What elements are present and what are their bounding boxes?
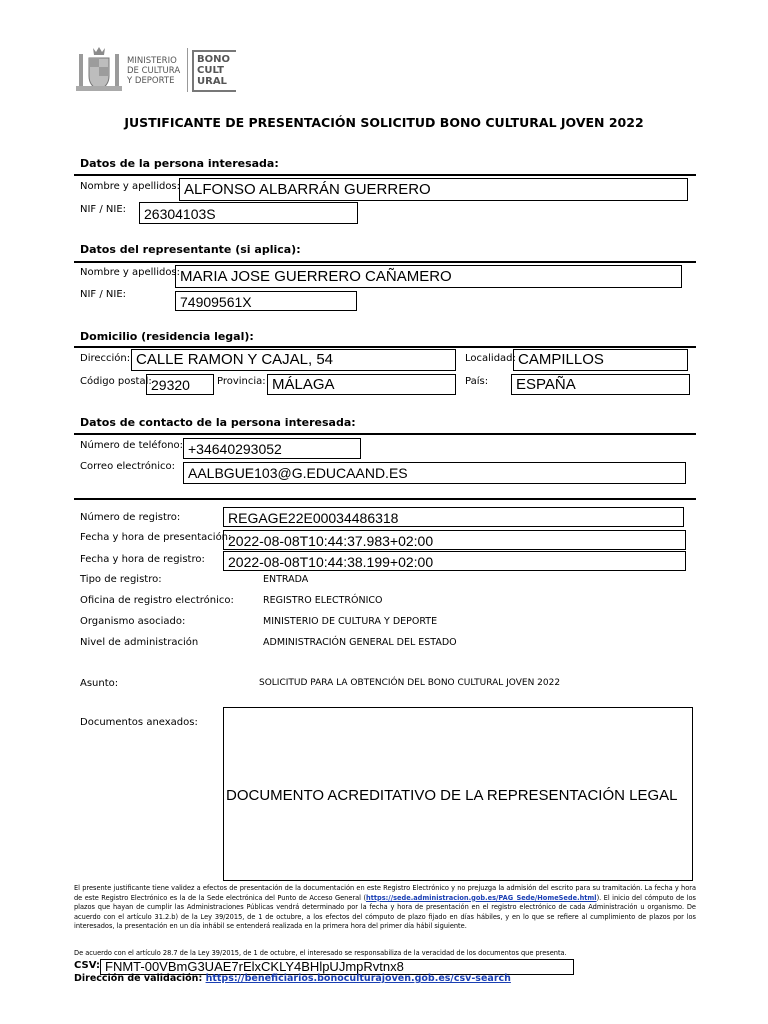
correo-label: Correo electrónico:	[80, 461, 175, 472]
pais-field: ESPAÑA	[511, 374, 690, 395]
representante-name-field: MARIA JOSE GUERRERO CAÑAMERO	[175, 265, 682, 288]
asunto-value: SOLICITUD PARA LA OBTENCIÓN DEL BONO CULTURAL JOVEN 2022	[259, 678, 561, 688]
interesada-nif-field: 26304103S	[139, 202, 358, 224]
ministry-name-line3: Y DEPORTE	[127, 76, 175, 86]
section-heading-domicilio: Domicilio (residencia legal):	[80, 330, 254, 343]
ministry-name-line1: MINISTERIO	[127, 56, 177, 66]
documentos-label: Documentos anexados:	[80, 717, 198, 728]
pais-label: País:	[465, 376, 489, 387]
nif-label: NIF / NIE:	[80, 204, 127, 215]
section-heading-contacto: Datos de contacto de la persona interesada:	[80, 416, 356, 429]
section-divider	[74, 498, 696, 500]
section-divider	[74, 174, 696, 176]
logo-text-line3: URAL	[197, 76, 227, 87]
documentos-box	[223, 707, 693, 881]
csv-field: FNMT-00VBmG3UAE7rElxCKLY4BHlpUJmpRvtnx8	[100, 959, 574, 975]
nivel-value: ADMINISTRACIÓN GENERAL DEL ESTADO	[263, 637, 457, 648]
legal-responsibility-note: De acuerdo con el artículo 28.7 de la Ley 39/2015, de 1 de octubre, el interesado se responsabiliza de la veracidad de los documentos que presenta.	[74, 949, 567, 957]
oficina-label: Oficina de registro electrónico:	[80, 595, 234, 606]
fecha-presentacion-label: Fecha y hora de presentación:	[80, 532, 232, 543]
tipo-registro-value: ENTRADA	[263, 574, 309, 585]
cp-label: Código postal:	[80, 376, 152, 387]
sede-link[interactable]: https://sede.administracion.gob.es/PAG_Sede/HomeSede.html	[366, 893, 597, 902]
oficina-value: REGISTRO ELECTRÓNICO	[263, 595, 383, 606]
ministry-name-line2: DE CULTURA	[127, 66, 181, 76]
correo-field: AALBGUE103@G.EDUCAAND.ES	[183, 462, 686, 484]
logo-text-line2: CULT	[197, 65, 224, 76]
interesada-name-field: ALFONSO ALBARRÁN GUERRERO	[179, 178, 688, 201]
representante-nif-field: 74909561X	[175, 291, 357, 311]
csv-label: CSV:	[74, 960, 101, 971]
organismo-label: Organismo asociado:	[80, 616, 186, 627]
nivel-label: Nivel de administración	[80, 637, 199, 648]
section-divider	[74, 261, 696, 263]
section-divider	[74, 433, 696, 435]
section-heading-interesada: Datos de la persona interesada:	[80, 157, 279, 170]
cp-field: 29320	[146, 374, 214, 395]
localidad-field: CAMPILLOS	[513, 349, 688, 371]
logo-text-line1: BONO	[197, 54, 230, 65]
section-heading-representante: Datos del representante (si aplica):	[80, 243, 301, 256]
telefono-field: +34640293052	[183, 438, 361, 459]
telefono-label: Número de teléfono:	[80, 440, 184, 451]
provincia-label: Provincia:	[217, 376, 266, 387]
organismo-value: MINISTERIO DE CULTURA Y DEPORTE	[263, 616, 438, 627]
legal-text-part1: El presente justificante tiene validez a efectos de presentación de la documentación en este Registro Electrónico y no prejuzga la admisión del escrito para su tramitación. La fecha y hora de este Registro Electrónico es la de la Sede electrónica del Punto de Acceso General (	[74, 884, 696, 902]
fecha-registro-label: Fecha y hora de registro:	[80, 554, 205, 565]
bono-cultural-logo	[192, 50, 236, 92]
validacion-label: Dirección de validación:	[74, 973, 203, 984]
localidad-label: Localidad:	[465, 353, 516, 364]
direccion-field: CALLE RAMON Y CAJAL, 54	[131, 349, 456, 371]
section-divider	[74, 346, 696, 348]
fecha-presentacion-field: 2022-08-08T10:44:37.983+02:00	[223, 530, 686, 550]
name-label: Nombre y apellidos:	[80, 267, 181, 278]
fecha-registro-field: 2022-08-08T10:44:38.199+02:00	[223, 551, 686, 571]
tipo-registro-label: Tipo de registro:	[80, 574, 162, 585]
legal-text-part2: ). El inicio del cómputo de los plazos que hayan de cumplir las Administraciones Públicas vendrá determinado por la fecha y hora de presentación en el registro electrónico de cada Administración u organismo. De acuerdo con el artículo 31.2.b) de la Ley 39/2015, de 1 de octubre, a los efectos del cómputo de plazo fijado en días hábiles, y en lo que se refiere al cumplimiento de plazos por los interesados, la presentación en un día inhábil se entenderá realizada en la primera hora del primer día hábil siguiente.	[74, 893, 696, 931]
numero-registro-field: REGAGE22E00034486318	[223, 507, 684, 527]
validacion-link[interactable]: https://beneficiarios.bonoculturajoven.gob.es/csv-search	[205, 973, 511, 984]
asunto-label: Asunto:	[80, 678, 119, 689]
nif-label: NIF / NIE:	[80, 289, 127, 300]
legal-notice	[74, 884, 696, 932]
name-label: Nombre y apellidos:	[80, 181, 181, 192]
provincia-field: MÁLAGA	[267, 374, 456, 395]
document-title: JUSTIFICANTE DE PRESENTACIÓN SOLICITUD BONO CULTURAL JOVEN 2022	[124, 115, 644, 130]
direccion-label: Dirección:	[80, 353, 131, 364]
coat-of-arms-icon	[76, 44, 122, 94]
documento-anexado-item: DOCUMENTO ACREDITATIVO DE LA REPRESENTACIÓN LEGAL	[226, 787, 678, 804]
numero-registro-label: Número de registro:	[80, 512, 181, 523]
